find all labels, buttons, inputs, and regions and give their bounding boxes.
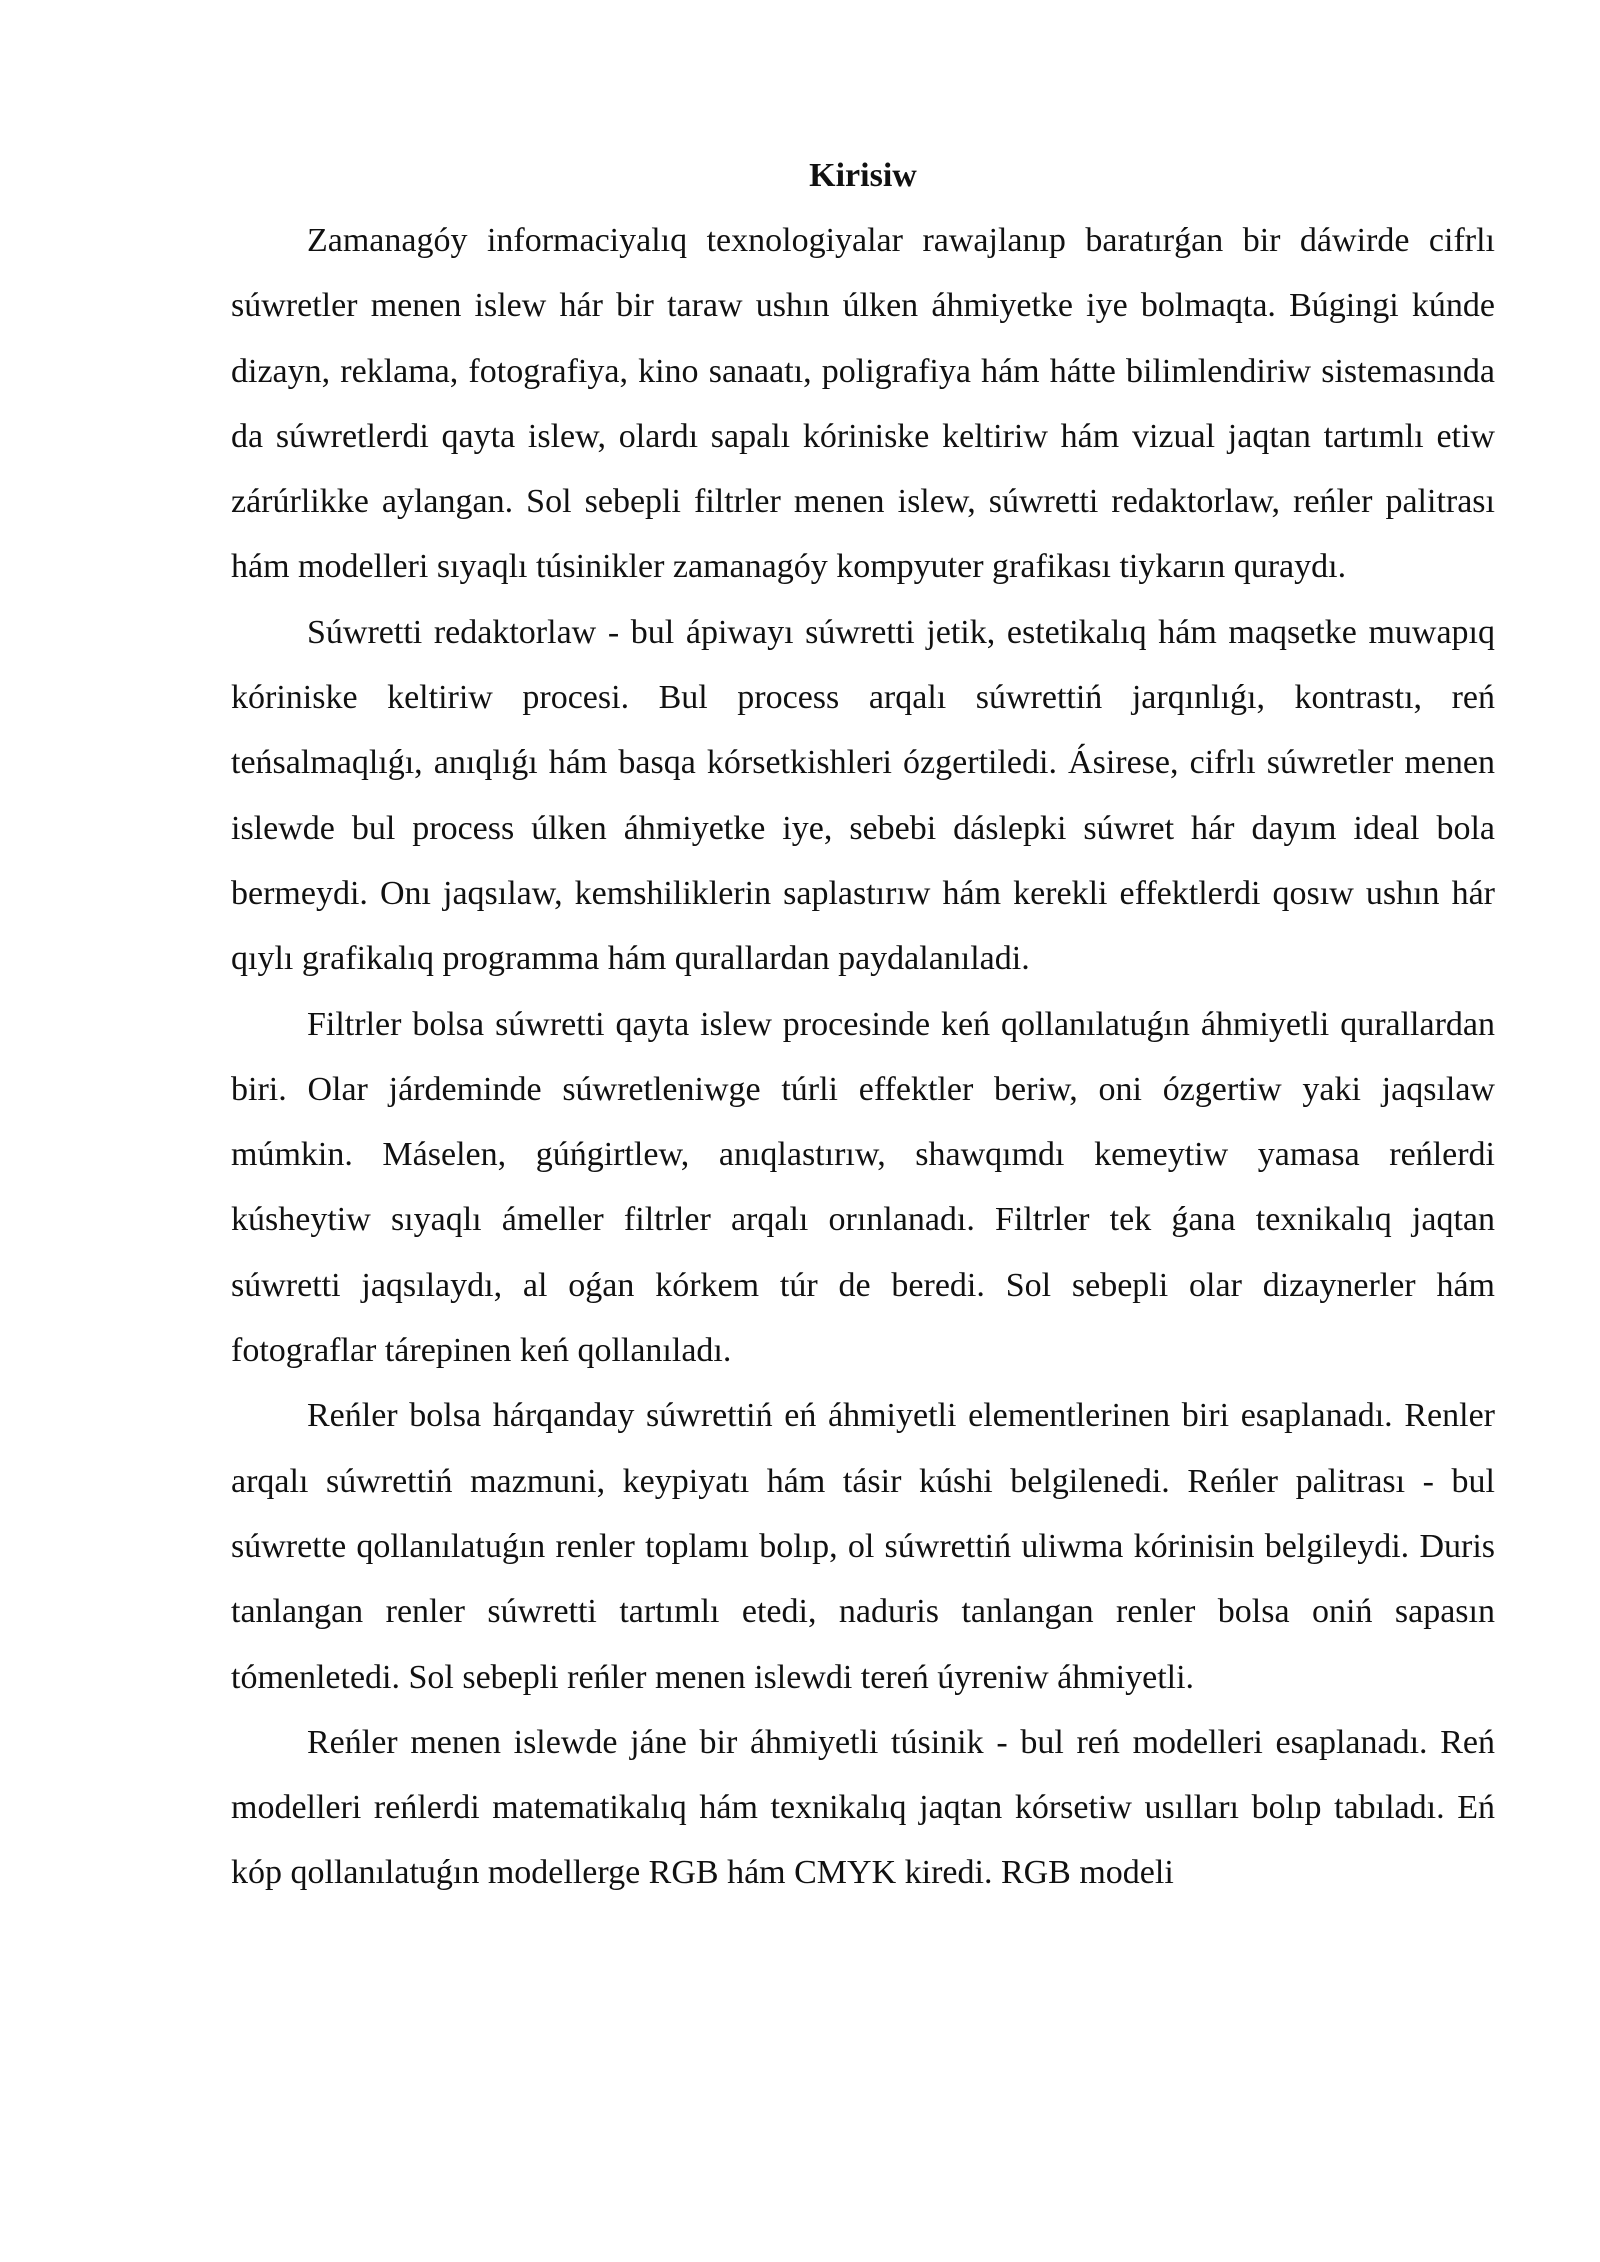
paragraph-filters: Filtrler bolsa súwretti qayta islew procesinde keń qollanılatuǵın áhmiyetli qurallardan biri. Olar járdeminde súwretleniwge túrli effektler beriw, oni ózgertiw yaki jaqsılaw múmkin. Máselen, gúńgirtlew, anıqlastırıw, shawqımdı kemeytiw yamasa reńlerdi kúsheytiw sıyaqlı ámeller filtrler arqalı orınlanadı. Filtrler tek ǵana texnikalıq jaqtan súwretti jaqsılaydı, al oǵan kórkem túr de beredi. Sol sebepli olar dizaynerler hám fotograflar tárepinen keń qollanıladı. bbox=[231, 1005, 1495, 1370]
paragraph-colors: Reńler bolsa hárqanday súwrettiń eń áhmiyetli elementlerinen biri esaplanadı. Renler arqalı súwrettiń mazmuni, keypiyatı hám tásir kúshi belgilenedi. Reńler palitrası - bul súwrette qollanılatuǵın renler toplamı bolıp, ol súwrettiń uliwma kórinisin belgileydi. Duris tanlangan renler súwretti tartımlı etedi, naduris tanlangan renler bolsa oniń sapasın tómenletedi. Sol sebepli reńler menen islewdi tereń úyreniw áhmiyetli. bbox=[231, 1397, 1495, 1696]
paragraph-color-models: Reńler menen islewde jáne bir áhmiyetli túsinik - bul reń modelleri esaplanadı. Reń modelleri reńlerdi matematikalıq hám texnikalıq jaqtan kórsetiw usılları bolıp tabıladı. Eń kóp qollanılatuǵın modellerge RGB hám CMYK kiredi. RGB modeli bbox=[231, 1723, 1495, 1892]
document-title: Kirisiw bbox=[809, 157, 917, 194]
paragraph-intro: Zamanagóy informaciyalıq texnologiyalar rawajlanıp baratırǵan bir dáwirde cifrlı súwretler menen islew hár bir taraw ushın úlken áhmiyetke iye bolmaqta. Búgingi kúnde dizayn, reklama, fotografiya, kino sanaatı, poligrafiya hám hátte bilimlendiriw sistemasında da súwretlerdi qayta islew, olardı sapalı kóriniske keltiriw hám vizual jaqtan tartımlı etiw zárúrlikke aylangan. Sol sebepli filtrler menen islew, súwretti redaktorlaw, reńler palitrası hám modelleri sıyaqlı túsinikler zamanagóy kompyuter grafikası tiykarın quraydı. bbox=[231, 222, 1495, 586]
paragraph-editing: Súwretti redaktorlaw - bul ápiwayı súwretti jetik, estetikalıq hám maqsetke muwapıq kóriniske keltiriw procesi. Bul process arqalı súwrettiń jarqınlıǵı, kontrastı, reń teńsalmaqlıǵı, anıqlıǵı hám basqa kórsetkishleri ózgertiledi. Ásirese, cifrlı súwretler menen islewde bul process úlken áhmiyetke iye, sebebi dáslepki súwret hár dayım ideal bola bermeydi. Onı jaqsılaw, kemshiliklerin saplastırıw hám kerekli effektlerdi qosıw ushın hár qıylı grafikalıq programma hám qurallardan paydalanıladi. bbox=[231, 613, 1495, 978]
